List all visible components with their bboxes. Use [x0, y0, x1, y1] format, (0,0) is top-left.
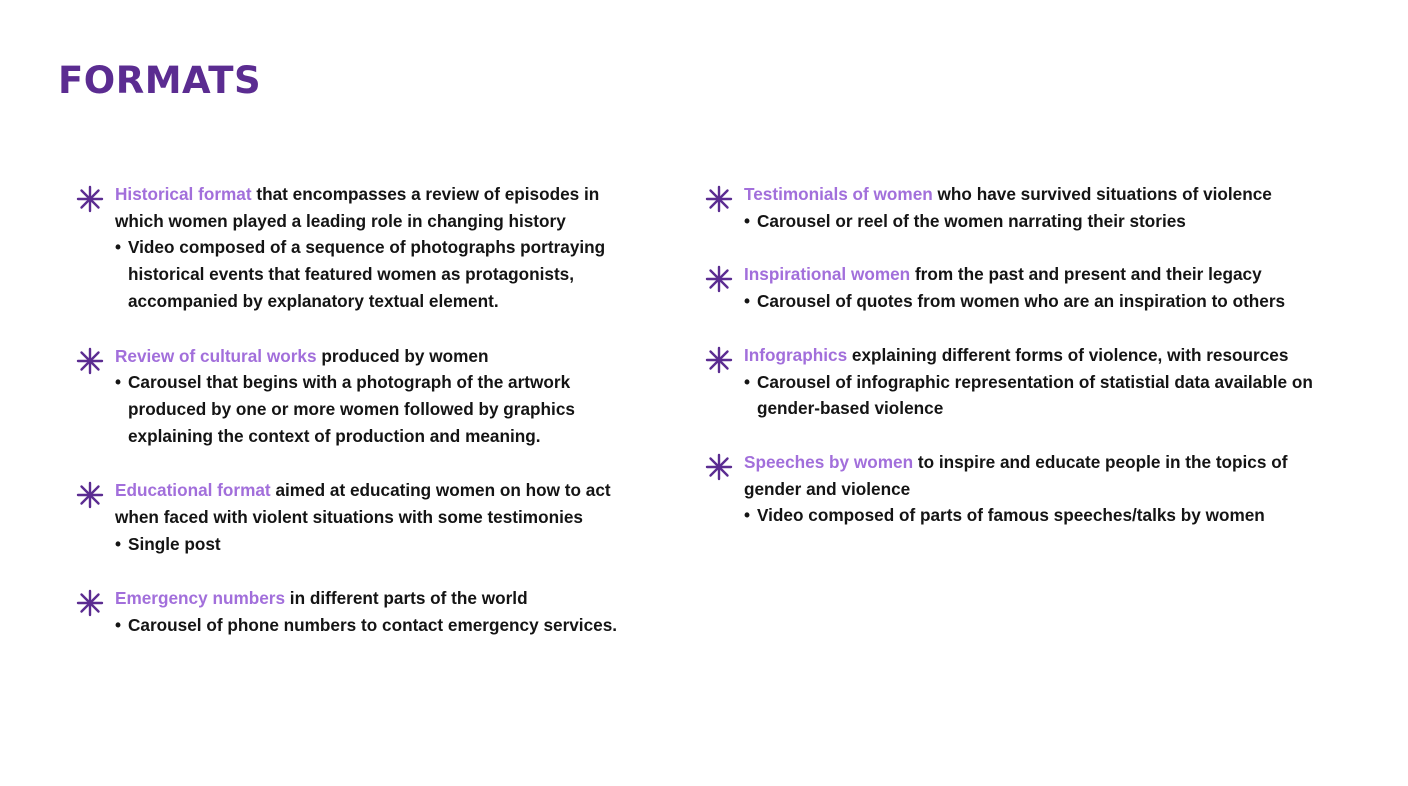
format-heading [744, 342, 1325, 369]
format-name: Review of cultural works [115, 345, 317, 366]
format-description: who have survived situations of violence [932, 184, 1272, 204]
format-heading [115, 343, 636, 370]
bullet-item: • Carousel of quotes from women who are an inspiration to others [744, 288, 1325, 315]
bullet-list [744, 369, 1325, 422]
bullet-item: • Carousel of infographic representation of statistial data available on gender-based violence [744, 369, 1325, 422]
format-description: aimed at educating women on how to act when faced with violent situations with some testimonies [115, 480, 611, 528]
format-item [705, 181, 1325, 234]
format-item [76, 181, 636, 315]
bullet-item: • Carousel or reel of the women narrating their stories [744, 208, 1325, 235]
bullet-list [115, 234, 636, 314]
format-item [76, 477, 636, 557]
format-name: Emergency numbers [115, 588, 286, 609]
bullet-list [115, 369, 636, 449]
bullet-list [744, 502, 1325, 529]
format-name: Infographics [744, 344, 848, 365]
right-column [705, 181, 1325, 529]
format-description: from the past and present and their legacy [910, 264, 1262, 285]
format-heading [115, 477, 636, 530]
bullet-list [115, 612, 636, 639]
asterisk-star-icon [76, 589, 104, 617]
format-heading [744, 449, 1325, 502]
asterisk-star-icon [76, 185, 104, 213]
format-name: Historical format [115, 184, 252, 204]
format-name: Educational format [115, 480, 271, 501]
format-description: in different parts of the world [285, 588, 528, 609]
asterisk-star-icon [705, 346, 733, 374]
bullet-list [744, 208, 1325, 235]
asterisk-star-icon [76, 347, 104, 375]
bullet-item: • Carousel that begins with a photograph of the artwork produced by one or more women followed by graphics explaining the context of production and meaning. [115, 369, 636, 449]
format-description: to inspire and educate people in the topics of gender and violence [744, 451, 1288, 499]
bullet-list [744, 288, 1325, 315]
page-title: FORMATS [58, 59, 262, 102]
format-item [76, 585, 636, 638]
format-description: explaining different forms of violence, with resources [847, 344, 1289, 365]
bullet-item: • Carousel of phone numbers to contact emergency services. [115, 612, 636, 639]
format-item [705, 342, 1325, 422]
asterisk-star-icon [705, 265, 733, 293]
bullet-item: • Video composed of parts of famous speeches/talks by women [744, 502, 1325, 529]
format-description: produced by women [316, 345, 489, 366]
format-name: Speeches by women [744, 451, 914, 472]
format-name: Testimonials of women [744, 184, 933, 204]
format-item [705, 261, 1325, 314]
asterisk-star-icon [705, 453, 733, 481]
format-item [76, 343, 636, 450]
format-heading [744, 261, 1325, 288]
format-heading [744, 181, 1325, 208]
bullet-list [115, 531, 636, 558]
format-description: that encompasses a review of episodes in which women played a leading role in changing history [115, 184, 600, 231]
bullet-item: • Video composed of a sequence of photographs portraying historical events that featured women as protagonists, accompanied by explanatory textual element. [115, 234, 636, 314]
left-column [76, 181, 636, 639]
bullet-item: • Single post [115, 531, 636, 558]
asterisk-star-icon [76, 481, 104, 509]
format-item [705, 449, 1325, 529]
format-heading [115, 181, 636, 234]
format-name: Inspirational women [744, 264, 911, 285]
asterisk-star-icon [705, 185, 733, 213]
format-heading [115, 585, 636, 612]
